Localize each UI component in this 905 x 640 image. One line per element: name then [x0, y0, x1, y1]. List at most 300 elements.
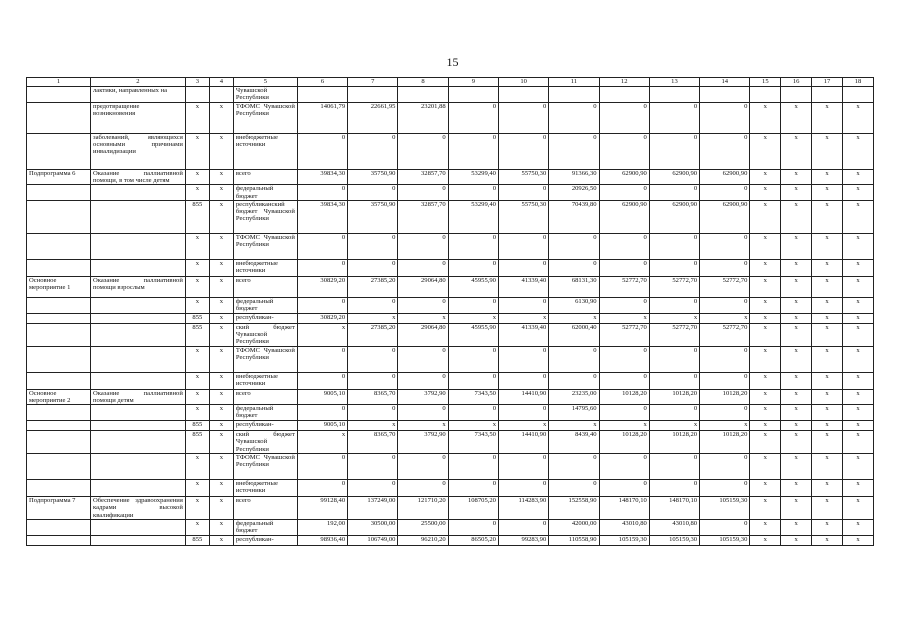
value-cell: 62900,90 — [649, 170, 699, 185]
value-cell: 0 — [599, 405, 649, 421]
cell-c5: федеральный бюджет — [233, 519, 297, 535]
value-cell: 0 — [700, 185, 750, 200]
table-row — [27, 276, 874, 297]
value-cell: 23201,88 — [398, 103, 448, 134]
cell-c4: x — [209, 421, 233, 431]
value-cell: 0 — [297, 297, 347, 313]
value-cell: x — [842, 233, 873, 259]
value-cell: 0 — [448, 185, 498, 200]
cell-c4: x — [209, 405, 233, 421]
column-header: 5 — [233, 78, 297, 87]
cell-c4: x — [209, 389, 233, 404]
value-cell — [781, 87, 812, 103]
value-cell: x — [750, 480, 781, 497]
value-cell: 0 — [348, 297, 398, 313]
value-cell: x — [750, 259, 781, 276]
cell-c5: ский бюджет Чувашской Республики — [233, 431, 297, 454]
cell-c3: x — [185, 103, 209, 134]
table-row — [27, 134, 874, 170]
cell-c2 — [91, 233, 186, 259]
value-cell: 0 — [549, 134, 599, 170]
value-cell: x — [750, 297, 781, 313]
column-header: 3 — [185, 78, 209, 87]
value-cell — [297, 87, 347, 103]
value-cell: 108705,20 — [448, 497, 498, 520]
value-cell: 0 — [498, 454, 548, 480]
value-cell: 121710,20 — [398, 497, 448, 520]
value-cell: 0 — [448, 405, 498, 421]
cell-c2: предотвращение возникновения — [91, 103, 186, 134]
value-cell: 105159,30 — [700, 497, 750, 520]
value-cell: x — [781, 497, 812, 520]
value-cell: 10128,20 — [649, 389, 699, 404]
cell-c4: x — [209, 259, 233, 276]
value-cell — [649, 87, 699, 103]
value-cell: x — [750, 497, 781, 520]
cell-c2 — [91, 454, 186, 480]
cell-c3 — [185, 87, 209, 103]
value-cell: x — [750, 535, 781, 545]
cell-c2 — [91, 259, 186, 276]
value-cell: x — [781, 421, 812, 431]
cell-c1 — [27, 535, 91, 545]
value-cell: x — [348, 421, 398, 431]
cell-c5: федеральный бюджет — [233, 297, 297, 313]
table-row — [27, 519, 874, 535]
value-cell: 0 — [448, 480, 498, 497]
value-cell: 62900,90 — [700, 200, 750, 233]
value-cell: 53299,40 — [448, 170, 498, 185]
value-cell: 45955,90 — [448, 276, 498, 297]
value-cell: 148170,10 — [649, 497, 699, 520]
value-cell: x — [297, 323, 347, 346]
cell-c4: x — [209, 519, 233, 535]
cell-c4: x — [209, 134, 233, 170]
value-cell: x — [842, 431, 873, 454]
value-cell: 22661,95 — [348, 103, 398, 134]
value-cell: 0 — [498, 134, 548, 170]
value-cell: x — [781, 313, 812, 323]
cell-c3: x — [185, 346, 209, 372]
value-cell: 52772,70 — [700, 323, 750, 346]
cell-c3: 855 — [185, 323, 209, 346]
cell-c3: 855 — [185, 313, 209, 323]
value-cell: 10128,20 — [599, 431, 649, 454]
column-header: 2 — [91, 78, 186, 87]
value-cell: 32857,70 — [398, 200, 448, 233]
cell-c3: x — [185, 259, 209, 276]
value-cell: 0 — [398, 297, 448, 313]
value-cell: 43010,80 — [599, 519, 649, 535]
value-cell: x — [842, 170, 873, 185]
value-cell: x — [781, 297, 812, 313]
value-cell: 45955,90 — [448, 323, 498, 346]
value-cell: 0 — [549, 346, 599, 372]
cell-c5: внебюджетные источники — [233, 134, 297, 170]
cell-c2 — [91, 200, 186, 233]
value-cell: 96210,20 — [398, 535, 448, 545]
value-cell: 137249,00 — [348, 497, 398, 520]
value-cell: 27385,20 — [348, 323, 398, 346]
cell-c4: x — [209, 297, 233, 313]
table-row — [27, 480, 874, 497]
value-cell: x — [750, 431, 781, 454]
value-cell: 0 — [398, 405, 448, 421]
cell-c3: x — [185, 497, 209, 520]
value-cell: 0 — [348, 480, 398, 497]
value-cell: 8365,70 — [348, 431, 398, 454]
value-cell: x — [842, 103, 873, 134]
value-cell: x — [599, 313, 649, 323]
value-cell: 0 — [348, 259, 398, 276]
value-cell: 148170,10 — [599, 497, 649, 520]
cell-c1 — [27, 405, 91, 421]
value-cell: 0 — [649, 372, 699, 389]
value-cell: x — [549, 313, 599, 323]
value-cell: x — [750, 372, 781, 389]
value-cell: 52772,70 — [700, 276, 750, 297]
value-cell: x — [700, 421, 750, 431]
value-cell: 0 — [297, 233, 347, 259]
value-cell: x — [750, 323, 781, 346]
value-cell: x — [842, 134, 873, 170]
value-cell: x — [750, 454, 781, 480]
value-cell: 52772,70 — [649, 323, 699, 346]
cell-c4: x — [209, 233, 233, 259]
value-cell: x — [812, 200, 843, 233]
value-cell: 91366,30 — [549, 170, 599, 185]
cell-c5: внебюджетные источники — [233, 480, 297, 497]
cell-c1 — [27, 313, 91, 323]
value-cell: 99283,90 — [498, 535, 548, 545]
cell-c4: x — [209, 200, 233, 233]
column-header: 18 — [842, 78, 873, 87]
value-cell: x — [750, 313, 781, 323]
cell-c3: x — [185, 276, 209, 297]
cell-c2: заболеваний, являющихся основными причинами инвалидизации — [91, 134, 186, 170]
budget-table — [26, 77, 874, 546]
value-cell: 0 — [448, 346, 498, 372]
cell-c2 — [91, 185, 186, 200]
value-cell: 0 — [700, 103, 750, 134]
value-cell: x — [842, 405, 873, 421]
value-cell: x — [750, 519, 781, 535]
cell-c5: республикан- — [233, 313, 297, 323]
value-cell: x — [781, 454, 812, 480]
value-cell: 0 — [448, 454, 498, 480]
cell-c5: ТФОМС Чувашской Республики — [233, 233, 297, 259]
table-row — [27, 454, 874, 480]
value-cell — [398, 87, 448, 103]
value-cell: x — [842, 276, 873, 297]
value-cell: 0 — [297, 134, 347, 170]
value-cell: 192,00 — [297, 519, 347, 535]
column-header: 15 — [750, 78, 781, 87]
value-cell: 0 — [348, 454, 398, 480]
cell-c4: x — [209, 454, 233, 480]
value-cell: x — [812, 170, 843, 185]
cell-c1 — [27, 346, 91, 372]
value-cell: 0 — [498, 103, 548, 134]
value-cell: 105159,30 — [700, 535, 750, 545]
cell-c3: x — [185, 297, 209, 313]
table-row — [27, 233, 874, 259]
value-cell: 106749,00 — [348, 535, 398, 545]
cell-c1 — [27, 421, 91, 431]
cell-c2 — [91, 480, 186, 497]
value-cell: 10128,20 — [700, 389, 750, 404]
value-cell: x — [781, 535, 812, 545]
value-cell: x — [781, 405, 812, 421]
table-row — [27, 497, 874, 520]
cell-c1 — [27, 233, 91, 259]
column-header: 8 — [398, 78, 448, 87]
value-cell: 0 — [297, 372, 347, 389]
column-header: 10 — [498, 78, 548, 87]
value-cell: x — [781, 389, 812, 404]
cell-c3: x — [185, 233, 209, 259]
cell-c4: x — [209, 313, 233, 323]
table-row — [27, 405, 874, 421]
cell-c1 — [27, 103, 91, 134]
value-cell: 14410,90 — [498, 431, 548, 454]
value-cell: x — [842, 519, 873, 535]
value-cell: 0 — [700, 454, 750, 480]
value-cell: 0 — [498, 405, 548, 421]
value-cell — [599, 87, 649, 103]
table-row — [27, 372, 874, 389]
table-row — [27, 259, 874, 276]
value-cell: 0 — [649, 297, 699, 313]
value-cell: 6130,90 — [549, 297, 599, 313]
value-cell: 0 — [599, 346, 649, 372]
value-cell: 0 — [398, 233, 448, 259]
cell-c5: всего — [233, 497, 297, 520]
value-cell: 0 — [549, 103, 599, 134]
value-cell: 0 — [700, 372, 750, 389]
value-cell: x — [750, 389, 781, 404]
value-cell: 0 — [599, 480, 649, 497]
value-cell: 35750,90 — [348, 170, 398, 185]
cell-c4: x — [209, 431, 233, 454]
value-cell: 55750,30 — [498, 170, 548, 185]
value-cell: 0 — [649, 346, 699, 372]
value-cell: 0 — [549, 259, 599, 276]
cell-c2 — [91, 323, 186, 346]
cell-c3: 855 — [185, 421, 209, 431]
cell-c4: x — [209, 535, 233, 545]
value-cell: 43010,80 — [649, 519, 699, 535]
column-header: 4 — [209, 78, 233, 87]
value-cell: 0 — [599, 185, 649, 200]
value-cell: x — [812, 389, 843, 404]
value-cell: x — [842, 200, 873, 233]
value-cell: 8365,70 — [348, 389, 398, 404]
value-cell: x — [750, 233, 781, 259]
value-cell: x — [781, 480, 812, 497]
value-cell: 0 — [700, 405, 750, 421]
value-cell: 0 — [649, 103, 699, 134]
value-cell: 62900,90 — [599, 200, 649, 233]
cell-c3: x — [185, 405, 209, 421]
value-cell: 14061,79 — [297, 103, 347, 134]
cell-c5: республиканский бюджет Чувашской Республики — [233, 200, 297, 233]
value-cell: 0 — [297, 259, 347, 276]
value-cell: 0 — [398, 185, 448, 200]
value-cell: 0 — [700, 134, 750, 170]
cell-c1: Основное мероприятие 1 — [27, 276, 91, 297]
value-cell: 0 — [398, 259, 448, 276]
cell-c5: республикан- — [233, 535, 297, 545]
cell-c5: федеральный бюджет — [233, 185, 297, 200]
value-cell: 0 — [498, 372, 548, 389]
cell-c2: Оказание паллиативной помощи взрослым — [91, 276, 186, 297]
cell-c2: лактики, направленных на — [91, 87, 186, 103]
value-cell: x — [750, 200, 781, 233]
value-cell: 52772,70 — [599, 323, 649, 346]
value-cell: x — [812, 421, 843, 431]
value-cell: 3792,90 — [398, 431, 448, 454]
value-cell: x — [842, 480, 873, 497]
value-cell — [812, 87, 843, 103]
column-header: 13 — [649, 78, 699, 87]
value-cell: x — [781, 200, 812, 233]
value-cell: x — [812, 103, 843, 134]
value-cell: 25500,00 — [398, 519, 448, 535]
table-row — [27, 313, 874, 323]
cell-c2 — [91, 535, 186, 545]
value-cell: x — [781, 185, 812, 200]
value-cell: x — [812, 323, 843, 346]
value-cell: x — [781, 372, 812, 389]
value-cell: x — [781, 170, 812, 185]
cell-c1 — [27, 480, 91, 497]
value-cell: x — [842, 535, 873, 545]
value-cell: 0 — [599, 134, 649, 170]
value-cell: 0 — [700, 259, 750, 276]
cell-c1 — [27, 431, 91, 454]
cell-c3: x — [185, 480, 209, 497]
value-cell: 0 — [549, 480, 599, 497]
table-row — [27, 389, 874, 404]
value-cell: 53299,40 — [448, 200, 498, 233]
table-row — [27, 297, 874, 313]
value-cell: 99128,40 — [297, 497, 347, 520]
cell-c3: x — [185, 519, 209, 535]
cell-c3: x — [185, 185, 209, 200]
cell-c5: внебюджетные источники — [233, 259, 297, 276]
cell-c5: Чувашской Республики — [233, 87, 297, 103]
value-cell: 62900,90 — [649, 200, 699, 233]
cell-c2 — [91, 346, 186, 372]
value-cell: 0 — [599, 372, 649, 389]
value-cell: x — [297, 431, 347, 454]
value-cell: 30500,00 — [348, 519, 398, 535]
cell-c4: x — [209, 185, 233, 200]
value-cell: x — [842, 454, 873, 480]
value-cell: x — [750, 276, 781, 297]
value-cell: x — [448, 421, 498, 431]
value-cell: 41339,40 — [498, 276, 548, 297]
value-cell: 0 — [297, 185, 347, 200]
value-cell: 86505,20 — [448, 535, 498, 545]
value-cell: 0 — [297, 480, 347, 497]
value-cell: 0 — [599, 454, 649, 480]
cell-c1 — [27, 185, 91, 200]
column-header: 16 — [781, 78, 812, 87]
cell-c1 — [27, 323, 91, 346]
value-cell: 0 — [448, 233, 498, 259]
value-cell — [348, 87, 398, 103]
cell-c3: x — [185, 454, 209, 480]
value-cell: x — [812, 276, 843, 297]
value-cell: x — [842, 346, 873, 372]
cell-c2 — [91, 431, 186, 454]
value-cell: 7343,50 — [448, 431, 498, 454]
value-cell: 0 — [448, 134, 498, 170]
value-cell: x — [781, 259, 812, 276]
value-cell: x — [812, 346, 843, 372]
value-cell: x — [812, 233, 843, 259]
value-cell: x — [700, 313, 750, 323]
value-cell: 9005,10 — [297, 389, 347, 404]
value-cell: x — [842, 313, 873, 323]
value-cell: 0 — [649, 259, 699, 276]
table-row — [27, 535, 874, 545]
cell-c1 — [27, 87, 91, 103]
cell-c4 — [209, 87, 233, 103]
value-cell: 0 — [549, 454, 599, 480]
value-cell: 0 — [348, 346, 398, 372]
value-cell: 0 — [448, 372, 498, 389]
value-cell: 0 — [599, 297, 649, 313]
value-cell: 29064,80 — [398, 323, 448, 346]
value-cell: x — [750, 134, 781, 170]
value-cell: 105159,30 — [599, 535, 649, 545]
value-cell: 14410,90 — [498, 389, 548, 404]
value-cell: 110558,90 — [549, 535, 599, 545]
value-cell — [498, 87, 548, 103]
value-cell: x — [348, 313, 398, 323]
cell-c1 — [27, 297, 91, 313]
value-cell: 152558,90 — [549, 497, 599, 520]
cell-c1: Основное мероприятие 2 — [27, 389, 91, 404]
value-cell: 0 — [599, 233, 649, 259]
value-cell: 0 — [649, 454, 699, 480]
value-cell: x — [842, 323, 873, 346]
value-cell: 0 — [297, 454, 347, 480]
cell-c1: Подпрограмма 7 — [27, 497, 91, 520]
value-cell: x — [599, 421, 649, 431]
cell-c2 — [91, 421, 186, 431]
cell-c3: 855 — [185, 200, 209, 233]
value-cell — [750, 87, 781, 103]
table-row — [27, 170, 874, 185]
cell-c5: ТФОМС Чувашской Республики — [233, 103, 297, 134]
value-cell: 0 — [348, 233, 398, 259]
value-cell: x — [649, 421, 699, 431]
cell-c4: x — [209, 323, 233, 346]
cell-c2 — [91, 405, 186, 421]
value-cell: 0 — [297, 346, 347, 372]
value-cell: 0 — [448, 297, 498, 313]
value-cell: 9005,10 — [297, 421, 347, 431]
value-cell: x — [398, 421, 448, 431]
value-cell: 0 — [398, 346, 448, 372]
value-cell: x — [750, 103, 781, 134]
value-cell: 23235,00 — [549, 389, 599, 404]
value-cell: x — [781, 346, 812, 372]
